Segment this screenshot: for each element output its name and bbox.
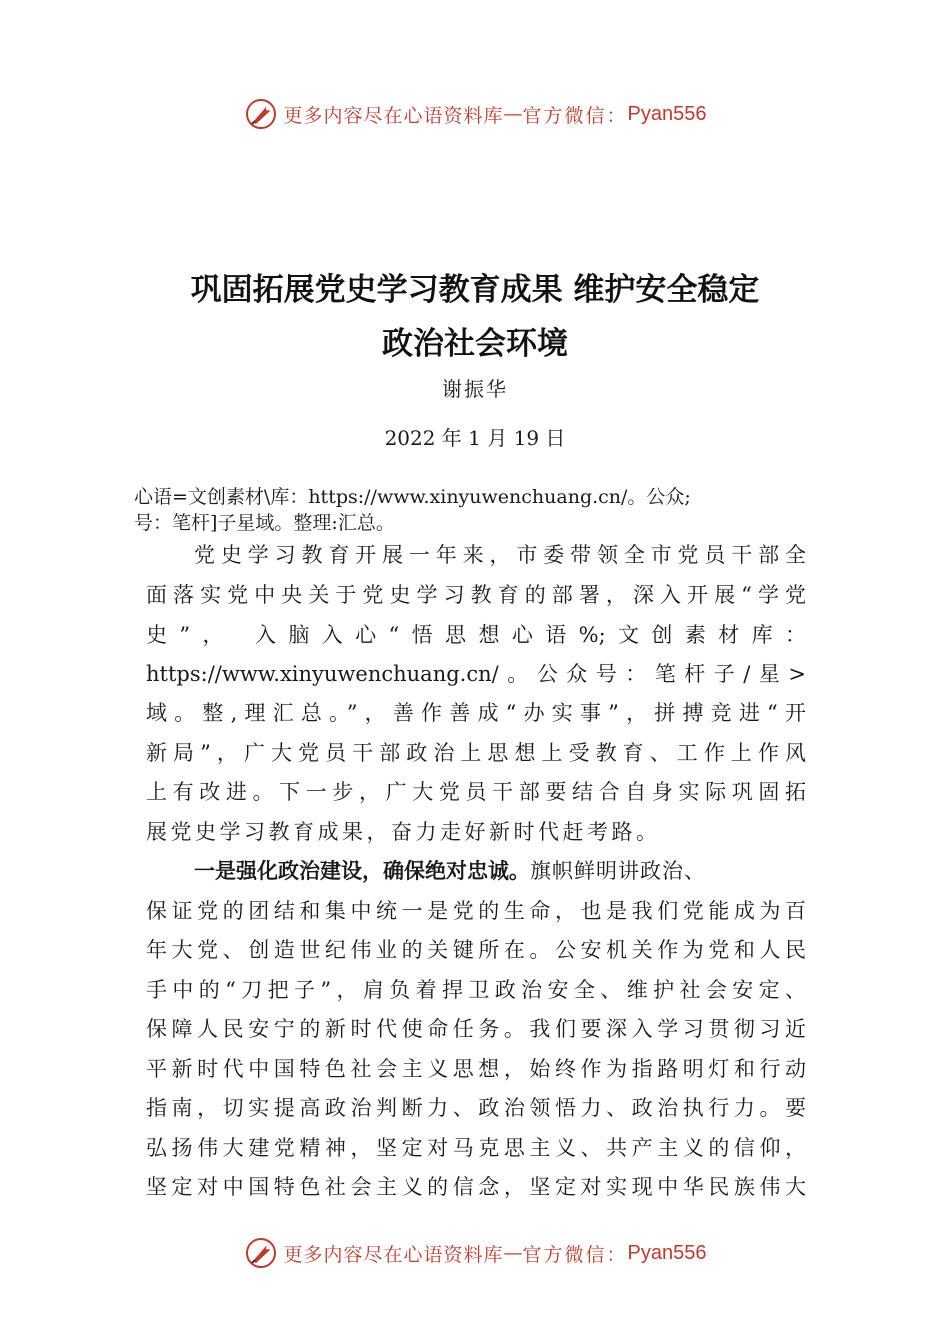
paragraph-line: 保障人民安宁的新时代使命任务。我们要深入学习贯彻习近 bbox=[146, 1017, 806, 1041]
paragraph-line-rest: 旗帜鲜明讲政治、 bbox=[530, 859, 706, 883]
date: 2022 年 1 月 19 日 bbox=[384, 426, 566, 450]
paragraph-line: 域。整,理汇总。”，善作善成“办实事”，拼搏竞进“开 bbox=[146, 701, 806, 725]
banner-separator: — bbox=[503, 103, 523, 125]
paragraph-line: 上有改进。下一步，广大党员干部要结合自身实际巩固拓 bbox=[146, 780, 806, 804]
document-title-line-1: 巩固拓展党史学习教育成果 维护安全稳定 bbox=[190, 272, 760, 308]
banner-wechat-label: 官方微信： bbox=[522, 104, 628, 127]
paragraph-line: 坚定对中国特色社会主义的信念，坚定对实现中华民族伟大 bbox=[146, 1175, 806, 1199]
paragraph-line: 展党史学习教育成果，奋力走好新时代赶考路。 bbox=[146, 820, 661, 844]
source-note-line-1: 心语=文创素材\库：https://www.xinyuwenchuang.cn/。公众; bbox=[134, 486, 691, 508]
source-note-line-2: 号：笔杆]子星域。整理:汇总。 bbox=[134, 512, 395, 534]
banner-wechat-label: 官方微信： bbox=[522, 1243, 628, 1266]
paragraph-line bbox=[194, 856, 806, 886]
paragraph-line: 手中的“刀把子”，肩负着捍卫政治安全、维护社会安定、 bbox=[146, 978, 806, 1002]
banner-wechat-id: Pyan556 bbox=[627, 1241, 707, 1264]
banner-separator: — bbox=[503, 1242, 523, 1264]
document-title-line-2: 政治社会环境 bbox=[382, 326, 568, 362]
paragraph-line: 指南，切实提高政治判断力、政治领悟力、政治执行力。要 bbox=[146, 1096, 806, 1120]
pen-nib-icon bbox=[244, 1236, 278, 1270]
paragraph-line: 年大党、创造世纪伟业的关键所在。公安机关作为党和人民 bbox=[146, 938, 806, 962]
paragraph-line: 保证党的团结和集中统一是党的生命，也是我们党能成为百 bbox=[146, 899, 806, 923]
banner-text: 更多内容尽在心语资料库 bbox=[283, 1243, 504, 1266]
paragraph-lead: 一是强化政治建设，确保绝对忠诚。 bbox=[194, 859, 530, 883]
paragraph-line: https://www.xinyuwenchuang.cn/。公众号：笔杆子/星> bbox=[146, 662, 806, 686]
paragraph-line: 面落实党中央关于党史学习教育的部署，深入开展“学党 bbox=[146, 583, 806, 607]
author: 谢振华 bbox=[442, 377, 508, 401]
footer-banner bbox=[0, 1233, 950, 1273]
paragraph-line: 史”， 入脑入心“悟思想心语%;文创素材库： bbox=[146, 623, 806, 647]
pen-nib-icon bbox=[244, 97, 278, 131]
banner-text: 更多内容尽在心语资料库 bbox=[283, 104, 504, 127]
paragraph-line: 新局”，广大党员干部政治上思想上受教育、工作上作风 bbox=[146, 741, 806, 765]
paragraph-line: 弘扬伟大建党精神，坚定对马克思主义、共产主义的信仰， bbox=[146, 1136, 806, 1160]
header-banner bbox=[0, 94, 950, 134]
paragraph-line: 平新时代中国特色社会主义思想，始终作为指路明灯和行动 bbox=[146, 1057, 806, 1081]
banner-wechat-id: Pyan556 bbox=[627, 102, 707, 125]
paragraph-line: 党史学习教育开展一年来，市委带领全市党员干部全 bbox=[194, 543, 806, 567]
